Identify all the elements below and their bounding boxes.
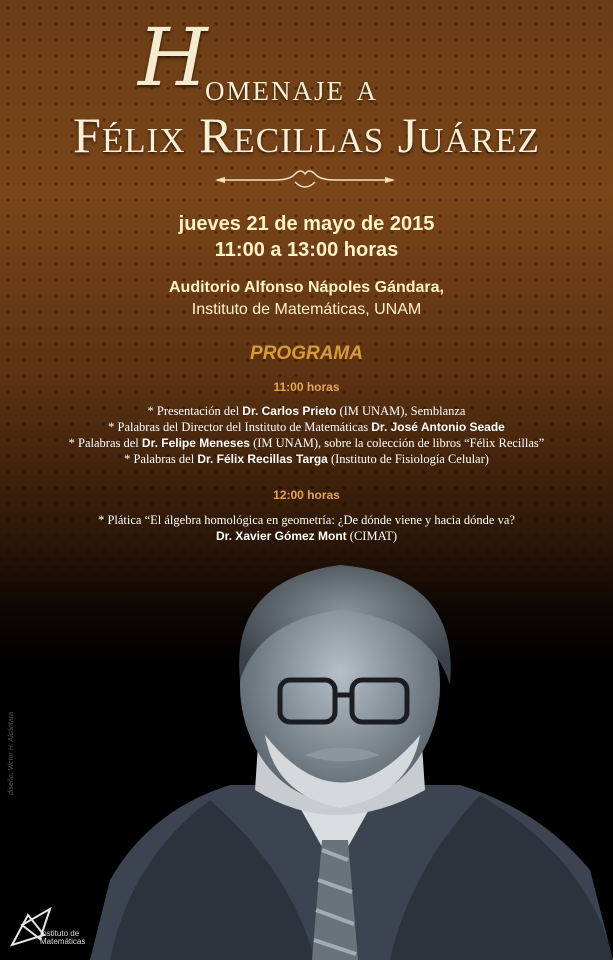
program-hour-1: 11:00 horas [273, 380, 340, 394]
title-line-1: omenaje a [205, 67, 378, 109]
title-initial: H [138, 11, 208, 104]
program-heading: PROGRAMA [250, 343, 363, 364]
program-item: * Palabras del Dr. Felipe Meneses (IM UNAM), sobre la colección de libros “Félix Recillas” [68, 436, 545, 450]
program-item: * Plática “El álgebra homológica en geometría: ¿De dónde viene y hacia dónde va? [98, 513, 515, 527]
program-item: * Presentación del Dr. Carlos Prieto (IM UNAM), Semblanza [147, 404, 466, 418]
program-item: Dr. Xavier Gómez Mont (CIMAT) [215, 529, 398, 543]
event-date: jueves 21 de mayo de 2015 [178, 213, 435, 235]
design-credit: diseño: Víctor H. Alcántara [8, 711, 16, 796]
ornament-divider-icon [215, 168, 395, 192]
program-hour-2: 12:00 horas [273, 488, 340, 502]
institute-logo-text: Instituto de Matemáticas [40, 929, 86, 946]
event-time: 11:00 a 13:00 horas [214, 239, 399, 261]
program-item: * Palabras del Dr. Félix Recillas Targa (Instituto de Fisiología Celular) [124, 452, 489, 466]
program-item: * Palabras del Director del Instituto de Matemáticas Dr. José Antonio Seade [108, 420, 505, 434]
event-venue: Auditorio Alfonso Nápoles Gándara, [169, 279, 444, 296]
event-institution: Instituto de Matemáticas, UNAM [191, 301, 422, 318]
portrait-photo [90, 540, 613, 960]
title-line-2: Félix Recillas Juárez [73, 107, 540, 163]
